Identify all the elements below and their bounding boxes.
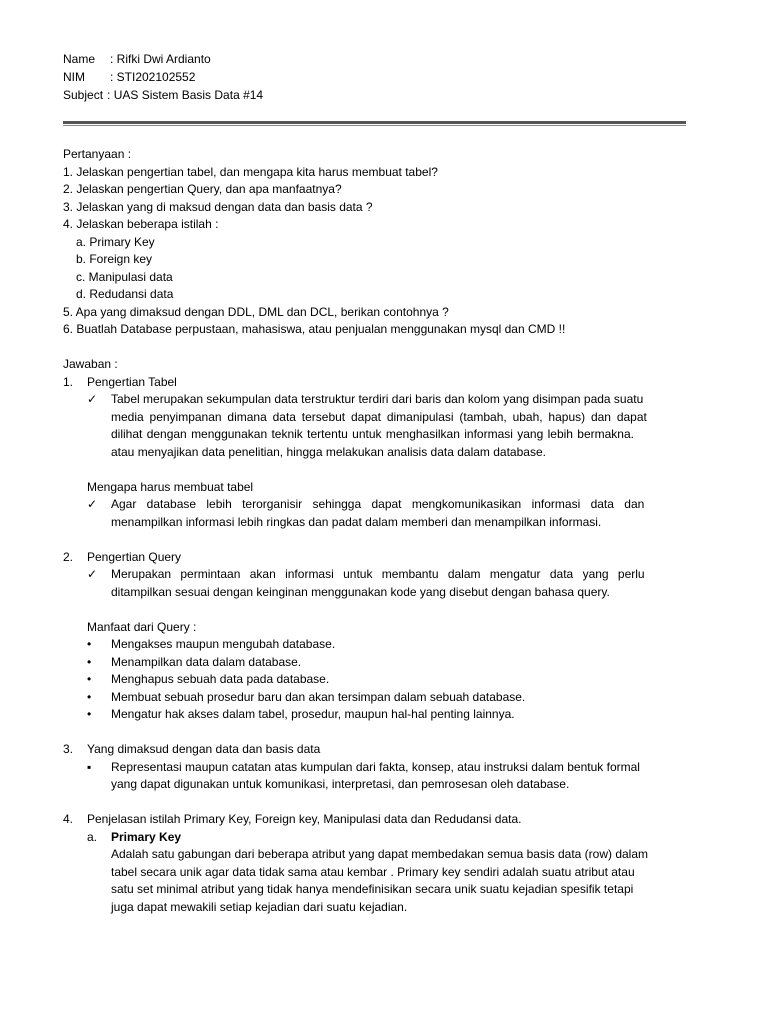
answer-4-text-line: juga dapat mewakili setiap kejadian dari suatu kejadian. (111, 899, 408, 914)
answer-2-text-line: ditampilkan sesuai dengan keinginan menggunakan kode yang disebut dengan bahasa query. (111, 584, 610, 599)
answer-4 (63, 811, 686, 916)
nim-label: NIM (63, 70, 85, 84)
answer-2-point-1 (87, 566, 686, 601)
questions-heading: Pertanyaan : (63, 147, 132, 161)
answer-2-bullet-5 (87, 706, 686, 724)
bullet-icon: • (87, 707, 92, 721)
answer-1-number: 1. (63, 374, 74, 389)
bullet-text: Membuat sebuah prosedur baru dan akan tersimpan dalam sebuah database. (111, 689, 526, 704)
name-label: Name (63, 52, 96, 66)
question-5: 5. Apa yang dimaksud dengan DDL, DML dan DCL, berikan contohnya ? (63, 304, 449, 319)
bullet-icon: • (87, 672, 92, 686)
answer-2-bullet-2 (87, 654, 686, 672)
bullet-text: Menghapus sebuah data pada database. (111, 672, 330, 686)
question-3: 3. Jelaskan yang di maksud dengan data dan basis data ? (63, 199, 373, 214)
answer-1-text-line: Agar database lebih terorganisir sehingga dapat mengkomunikasikan informasi data dan (111, 497, 645, 511)
answer-2-number: 2. (63, 549, 74, 564)
answer-2-text-line: Merupakan permintaan akan informasi untuk membantu dalam mengatur data yang perlu (111, 567, 645, 581)
answer-1-text-line: dilihat dengan menggunakan teknik tertentu untuk menghasilkan informasi yang lebih bermakna. (111, 427, 634, 441)
answer-1-text-line: media penyimpanan dimana data tersebut dapat dimanipulasi (tambah, ubah, hapus) dan dapat (111, 409, 647, 424)
header-divider (63, 121, 686, 126)
question-4a: a. Primary Key (76, 234, 155, 249)
divider-thin-line (63, 125, 686, 126)
answer-2-bullet-4 (87, 689, 686, 707)
answer-2-title: Pengertian Query (87, 549, 182, 564)
name-value: : Rifki Dwi Ardianto (110, 52, 211, 66)
bullet-icon: • (87, 637, 92, 651)
answer-1-title: Pengertian Tabel (87, 374, 177, 389)
subject-label: Subject (63, 88, 104, 102)
answer-3-text-line: Representasi maupun catatan atas kumpulan dari fakta, konsep, atau instruksi dalam bentuk formal (111, 759, 640, 774)
question-4: 4. Jelaskan beberapa istilah : (63, 217, 219, 231)
answer-4-title: Penjelasan istilah Primary Key, Foreign key, Manipulasi data dan Redudansi data. (87, 812, 522, 826)
question-1: 1. Jelaskan pengertian tabel, dan mengapa kita harus membuat tabel? (63, 164, 438, 179)
question-6: 6. Buatlah Database perpustaan, mahasiswa, atau penjualan menggunakan mysql dan CMD !! (63, 322, 566, 336)
answer-3-text-line: yang dapat digunakan untuk komunikasi, interpretasi, dan pemrosesan oleh database. (111, 777, 570, 791)
answer-3-number: 3. (63, 742, 74, 756)
subject-row (63, 87, 686, 105)
bullet-text: Mengakses maupun mengubah database. (111, 637, 336, 651)
answer-1-text-line: atau menyajikan data penelitian, hingga melakukan analisis data dalam database. (111, 444, 546, 459)
bullet-text: Menampilkan data dalam database. (111, 654, 302, 669)
nim-row (63, 69, 686, 87)
questions-section (63, 146, 686, 339)
answer-1-text-line: menampilkan informasi lebih ringkas dan padat dalam memberi dan menampilkan informasi. (111, 514, 602, 529)
square-bullet-icon: ▪ (87, 759, 92, 774)
answer-2-subtitle: Manfaat dari Query : (87, 619, 197, 634)
question-2: 2. Jelaskan pengertian Query, dan apa manfaatnya? (63, 182, 342, 196)
checkmark-icon: ✓ (87, 392, 98, 406)
answer-4-text-line: tabel secara unik agar data tidak sama atau kembar . Primary key sendiri adalah suatu atribut atau (111, 864, 635, 879)
question-4b: b. Foreign key (76, 252, 153, 266)
answer-2-bullet-1 (87, 636, 686, 654)
name-row (63, 51, 686, 69)
answers-section (63, 356, 686, 916)
student-header (63, 51, 686, 105)
answer-1-point-1 (87, 391, 686, 461)
checkmark-icon: ✓ (87, 567, 98, 581)
answer-2-bullet-3 (87, 671, 686, 689)
answer-1-text-line: Tabel merupakan sekumpulan data terstruktur terdiri dari baris dan kolom yang disimpan pada suatu (111, 392, 644, 406)
question-4d: d. Redudansi data (76, 287, 174, 301)
bullet-icon: • (87, 654, 92, 669)
subject-value: : UAS Sistem Basis Data #14 (107, 88, 264, 102)
bullet-icon: • (87, 689, 92, 704)
answer-3-title: Yang dimaksud dengan data dan basis data (87, 742, 321, 756)
checkmark-icon: ✓ (87, 497, 98, 511)
question-4c: c. Manipulasi data (76, 269, 173, 284)
primary-key-heading: Primary Key (111, 829, 182, 844)
answer-1-subtitle: Mengapa harus membuat tabel (87, 479, 254, 494)
answer-4-text-line: Adalah satu gabungan dari beberapa atribut yang dapat membedakan semua basis data (row) dalam (111, 847, 649, 861)
answer-4-text-line: satu set minimal atribut yang tidak hanya mendefinisikan secara unik suatu kejadian spesifik tetapi (111, 882, 634, 896)
answer-3 (63, 741, 686, 794)
answers-heading: Jawaban : (63, 357, 118, 371)
bullet-text: Mengatur hak akses dalam tabel, prosedur, maupun hal-hal penting lainnya. (111, 707, 515, 721)
answer-2 (63, 549, 686, 724)
answer-1-point-2 (87, 496, 686, 531)
answer-3-point-1 (87, 759, 686, 794)
answer-4-number: 4. (63, 812, 74, 826)
sub-item-letter: a. (87, 829, 98, 844)
answer-4-sub-a (87, 829, 686, 917)
answer-1 (63, 374, 686, 532)
nim-value: : STI202102552 (110, 70, 196, 84)
